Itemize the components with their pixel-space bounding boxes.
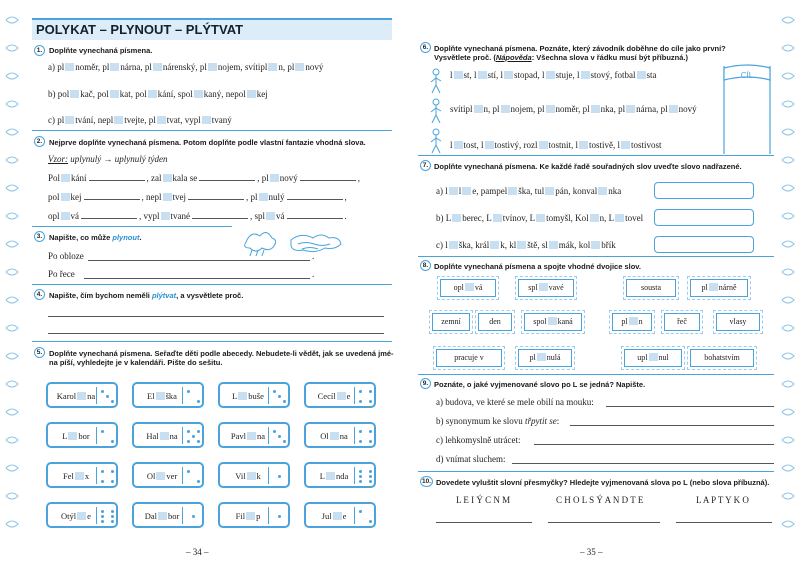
answer-line[interactable] (48, 333, 384, 334)
task-6-heading-line-1: Doplňte vynechaná písmena. Poznáte, který závodník doběhne do cíle jako první? (434, 44, 726, 53)
domino-name: Pavl na (230, 431, 266, 441)
page-title: POLYKAT – PLYNOUT – PLÝTVAT (36, 22, 244, 37)
task-6-row-1: l st, l stí, l stopad, l stuje, l stový, fotbal sta (450, 70, 657, 80)
domino-dots-icon (354, 467, 371, 484)
divider (418, 256, 774, 257)
word-badge[interactable]: pl nárně (690, 279, 748, 297)
domino-card (218, 382, 290, 408)
answer-box-7b[interactable] (654, 209, 754, 226)
word-badge[interactable]: zemní (432, 313, 470, 331)
task-9-d: d) vnímat sluchem: (436, 454, 506, 464)
domino-dots-icon (96, 507, 113, 524)
task-number-1: 1. (34, 45, 45, 56)
word-badge[interactable]: upl nul (624, 349, 682, 367)
page-number-right: – 35 – (580, 547, 603, 557)
domino-card (46, 502, 118, 528)
domino-dots-icon (354, 427, 371, 444)
task-number-9: 9. (420, 378, 431, 389)
answer-line[interactable] (512, 463, 774, 464)
task-3-heading: Napište, co může plynout. (49, 233, 142, 242)
task-9-heading: Poznáte, o jaké vyjmenované slovo po L se jedná? Napište. (434, 380, 646, 389)
task-7-row-a: a) l l e, pampel ška, tul pán, konval nka (436, 186, 622, 196)
answer-line[interactable] (436, 522, 532, 523)
word-badge[interactable]: vlasy (716, 313, 760, 331)
task-number-3: 3. (34, 231, 45, 242)
task-6-row-2: svítipl n, pl nojem, pl noměr, pl nka, pl nárna, pl nový (450, 104, 697, 114)
domino-dots-icon (96, 387, 113, 404)
word-badge[interactable]: opl vá (440, 279, 496, 297)
domino-name: L nda (319, 471, 349, 481)
task-2-heading: Nejprve doplňte vynechaná písmena. Potom doplňte podle vlastní fantazie vhodná slova. (49, 138, 366, 147)
domino-card (46, 382, 118, 408)
domino-card (304, 502, 376, 528)
divider (32, 226, 232, 227)
anagram-2: C H O L S Ý A N D T E (556, 495, 644, 505)
answer-line[interactable] (48, 316, 384, 317)
word-badge[interactable]: den (478, 313, 512, 331)
domino-card (218, 502, 290, 528)
domino-dots-icon (96, 427, 113, 444)
domino-name: Dal bor (144, 511, 180, 521)
domino-card (304, 382, 376, 408)
divider (32, 284, 392, 285)
task-1-row-b: b) pol kač, pol kat, pol kání, spol kaný, nepol kej (48, 89, 268, 99)
domino-name: Ol ver (146, 471, 178, 481)
domino-dots-icon (268, 507, 285, 524)
task-9-b: b) synonymum ke slovu třpytit se: (436, 416, 560, 426)
answer-line[interactable] (84, 278, 310, 279)
word-badge[interactable]: pl n (612, 313, 652, 331)
task-9-c: c) lehkomyslně utrácet: (436, 435, 521, 445)
domino-card (132, 382, 204, 408)
divider (32, 130, 392, 131)
domino-name: Karol na (56, 391, 96, 401)
task-9-a: a) budova, ve které se mele obilí na mouku: (436, 397, 594, 407)
word-badge[interactable]: sousta (626, 279, 676, 297)
divider (418, 155, 774, 156)
domino-dots-icon (354, 507, 371, 524)
domino-name: Hal na (146, 431, 178, 441)
task-number-10: 10. (421, 478, 432, 485)
divider (418, 374, 774, 375)
answer-line[interactable] (570, 425, 774, 426)
answer-line[interactable] (534, 444, 774, 445)
domino-dots-icon (268, 427, 285, 444)
task-2-row-1: Pol kání , zal kala se , pl nový , (48, 173, 361, 183)
domino-card (46, 422, 118, 448)
word-badge[interactable]: pracuje v (436, 349, 502, 367)
task-3-line-1-end: . (312, 251, 315, 261)
domino-name: Otýl e (61, 511, 91, 521)
task-6-heading-line-2: Vysvětlete proč. (Nápověda: Všechna slova v řádku musí být příbuzná.) (434, 53, 688, 62)
task-3-line-1-label: Po obloze (48, 251, 84, 261)
task-7-row-b: b) L berec, L tvínov, L tomyšl, Kol n, L tovel (436, 213, 644, 223)
domino-card (218, 422, 290, 448)
domino-name: Jul e (321, 511, 347, 521)
task-5-heading-line-2: na píší, vyhledejte je v kalendáři. Pište do sešitu. (49, 358, 223, 367)
task-2-example: Vzor: uplynulý → uplynulý týden (48, 154, 168, 164)
left-page (0, 0, 400, 566)
word-badge[interactable]: spl vavé (518, 279, 574, 297)
domino-name: Vil k (235, 471, 261, 481)
word-badge[interactable]: bohatstvím (690, 349, 754, 367)
anagram-3: L A P T Y K O (696, 495, 749, 505)
domino-name: El ška (147, 391, 177, 401)
word-badge[interactable]: spol kaná (524, 313, 582, 331)
domino-dots-icon (182, 387, 199, 404)
cloud-rain-illustration-icon (236, 222, 386, 264)
task-number-7: 7. (420, 160, 431, 171)
task-2-row-3: opl vá , vypl tvané , spl vá . (48, 211, 347, 221)
page-title-bar (32, 18, 392, 40)
domino-dots-icon (96, 467, 113, 484)
page-number-left: – 34 – (186, 547, 209, 557)
anagram-1: L E I Ý C N M (456, 495, 511, 505)
finish-flag-label: CÍL (740, 71, 754, 80)
runner-figures-icon (422, 66, 452, 156)
task-number-6: 6. (420, 42, 431, 53)
word-badge[interactable]: pl nulá (518, 349, 572, 367)
finish-flag-icon (716, 60, 778, 156)
domino-name: L buše (232, 391, 264, 401)
domino-card (132, 422, 204, 448)
answer-box-7a[interactable] (654, 182, 754, 199)
answer-line[interactable] (88, 260, 310, 261)
right-page (400, 0, 800, 566)
domino-name: L bor (62, 431, 90, 441)
domino-card (304, 462, 376, 488)
answer-line[interactable] (606, 406, 774, 407)
domino-dots-icon (182, 467, 199, 484)
task-1-row-c: c) pl tvání, nepl tvejte, pl tvat, vypl tvaný (48, 115, 232, 125)
domino-card (46, 462, 118, 488)
domino-dots-icon (268, 387, 285, 404)
left-margin-decoration (0, 0, 26, 566)
task-10-heading: Dovedete vyluštit slovní přesmyčky? Hledejte vyjmenovaná slova po L (nebo slova příbuzná). (436, 478, 770, 487)
divider (418, 471, 774, 472)
answer-line[interactable] (548, 522, 660, 523)
task-7-heading: Doplňte vynechaná písmena. Ke každé řadě souřadných slov uveďte slovo nadřazené. (434, 162, 742, 171)
task-5-heading-line-1: Doplňte vynechaná písmena. Seřaďte děti podle abecedy. Nebudete-li vědět, jak se uvedená jmé- (49, 349, 394, 358)
domino-card (132, 462, 204, 488)
domino-name: Fel x (62, 471, 90, 481)
domino-card (132, 502, 204, 528)
task-2-row-2: pol kej , nepl tvej , pl nulý , (48, 192, 347, 202)
task-number-4: 4. (34, 289, 45, 300)
domino-name: Cecíl e (317, 391, 351, 401)
task-8-heading: Doplňte vynechaná písmena a spojte vhodné dvojice slov. (434, 262, 642, 271)
domino-card (218, 462, 290, 488)
task-number-8: 8. (420, 260, 431, 271)
domino-dots-icon (182, 427, 199, 444)
task-7-row-c: c) l ška, král k, kl ště, sl mák, kol břík (436, 240, 616, 250)
squiggle-decoration-icon (0, 0, 26, 566)
task-4-heading: Napište, čím bychom neměli plýtvat, a vysvětlete proč. (49, 291, 244, 300)
domino-dots-icon (354, 387, 371, 404)
domino-dots-icon (268, 467, 285, 484)
word-badge[interactable]: řeč (664, 313, 700, 331)
task-3-line-2-label: Po řece (48, 269, 75, 279)
divider (32, 341, 392, 342)
task-1-row-a: a) pl noměr, pl nárna, pl nárenský, pl nojem, svítipl n, pl nový (48, 62, 324, 72)
domino-name: Fil p (235, 511, 261, 521)
task-6-row-3: l tost, l tostivý, rozl tostnit, l tostivě, l tostivost (450, 140, 662, 150)
answer-line[interactable] (676, 522, 772, 523)
task-number-5: 5. (34, 347, 45, 358)
answer-box-7c[interactable] (654, 236, 754, 253)
domino-card (304, 422, 376, 448)
task-number-2: 2. (34, 136, 45, 147)
domino-dots-icon (182, 507, 199, 524)
task-1-heading: Doplňte vynechaná písmena. (49, 46, 153, 55)
domino-name: Ol na (320, 431, 348, 441)
task-3-line-2-end: . (312, 269, 315, 279)
